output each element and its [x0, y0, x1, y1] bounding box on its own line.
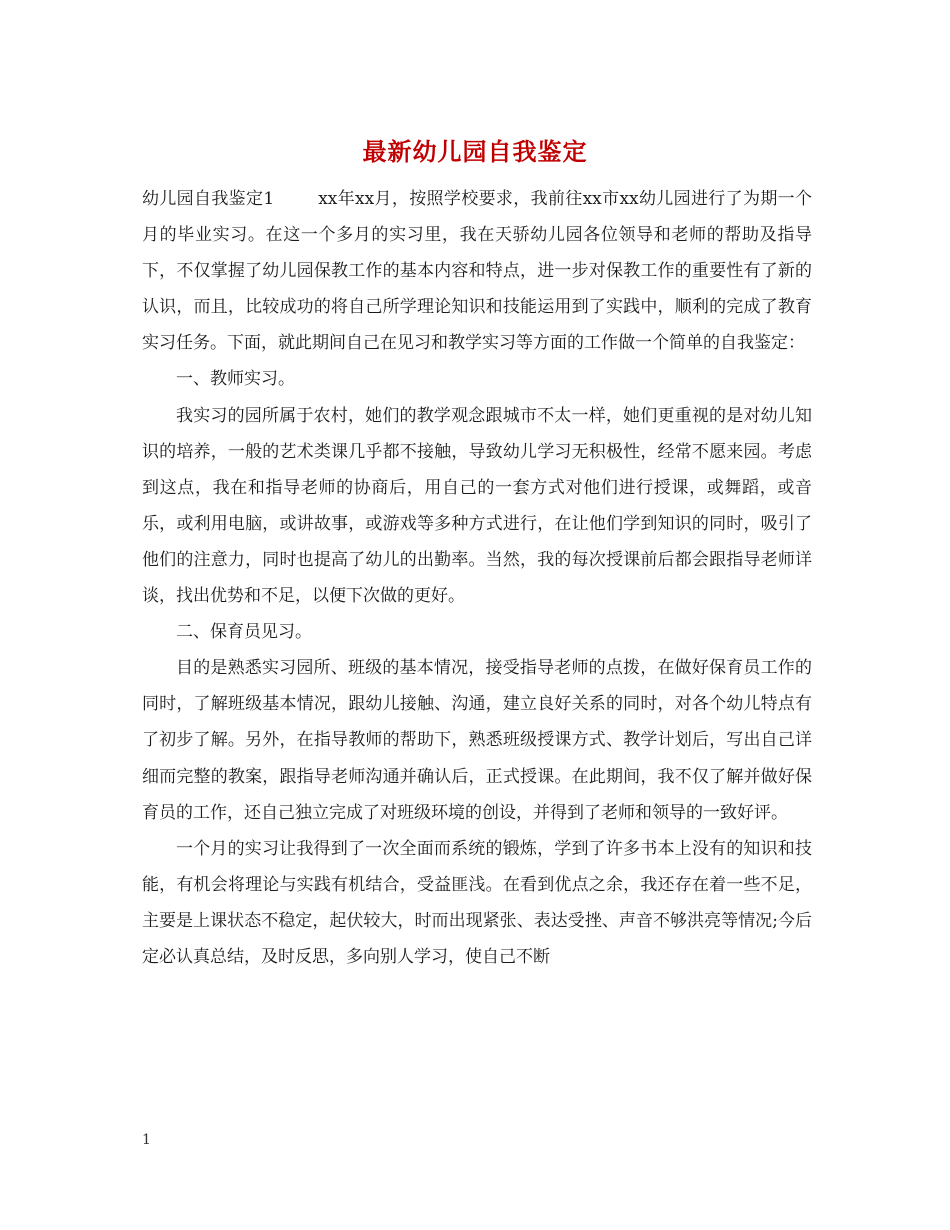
section-heading-nursery: 二、保育员见习。: [176, 622, 312, 643]
page-number: 1: [142, 1132, 151, 1148]
paragraph-summary: 一个月的实习让我得到了一次全面而系统的锻炼，学到了许多书本上没有的知识和技能，有机会将理论与实践有机结合，受益匪浅。在看到优点之余，我还存在着一些不足，主要是上课状态不稳定，起伏较大，时而出现紧张、表达受挫、声音不够洪亮等情况;今后定必认真总结，及时反思，多向别人学习，使自己不断: [142, 838, 812, 967]
paragraph-text: xx年xx月，按照学校要求，我前往xx市xx幼儿园进行了为期一个月的毕业实习。在这一个多月的实习里，我在天骄幼儿园各位领导和老师的帮助及指导下，不仅掌握了幼儿园保教工作的基本内容和特点，进一步对保教工作的重要性有了新的认识，而且，比较成功的将自己所学理论知识和技能运用到了实践中，顺利的完成了教育实习任务。下面，就此期间自己在见习和教学实习等方面的工作做一个简单的自我鉴定：: [142, 189, 812, 354]
paragraph-teacher: 我实习的园所属于农村，她们的教学观念跟城市不太一样，她们更重视的是对幼儿知识的培养，一般的艺术类课几乎都不接触，导致幼儿学习无积极性，经常不愿来园。考虑到这点，我在和指导老师的协商后，用自己的一套方式对他们进行授课，或舞蹈，或音乐，或利用电脑，或讲故事，或游戏等多种方式进行，在让他们学到知识的同时，吸引了他们的注意力，同时也提高了幼儿的出勤率。当然，我的每次授课前后都会跟指导老师详谈，找出优势和不足，以便下次做的更好。: [142, 405, 812, 607]
paragraph-nursery: 目的是熟悉实习园所、班级的基本情况，接受指导老师的点拨，在做好保育员工作的同时，了解班级基本情况，跟幼儿接触、沟通，建立良好关系的同时，对各个幼儿特点有了初步了解。另外，在指导教师的帮助下，熟悉班级授课方式、教学计划后，写出自己详细而完整的教案，跟指导老师沟通并确认后，正式授课。在此期间，我不仅了解并做好保育员的工作，还自己独立完成了对班级环境的创设，并得到了老师和领导的一致好评。: [142, 658, 812, 823]
intro-label: 幼儿园自我鉴定1: [142, 189, 275, 209]
page-title: 最新幼儿园自我鉴定: [362, 137, 588, 166]
document-body: [142, 181, 812, 975]
paragraph-intro: [142, 181, 812, 361]
section-heading-teacher: 一、教师实习。: [176, 369, 295, 390]
